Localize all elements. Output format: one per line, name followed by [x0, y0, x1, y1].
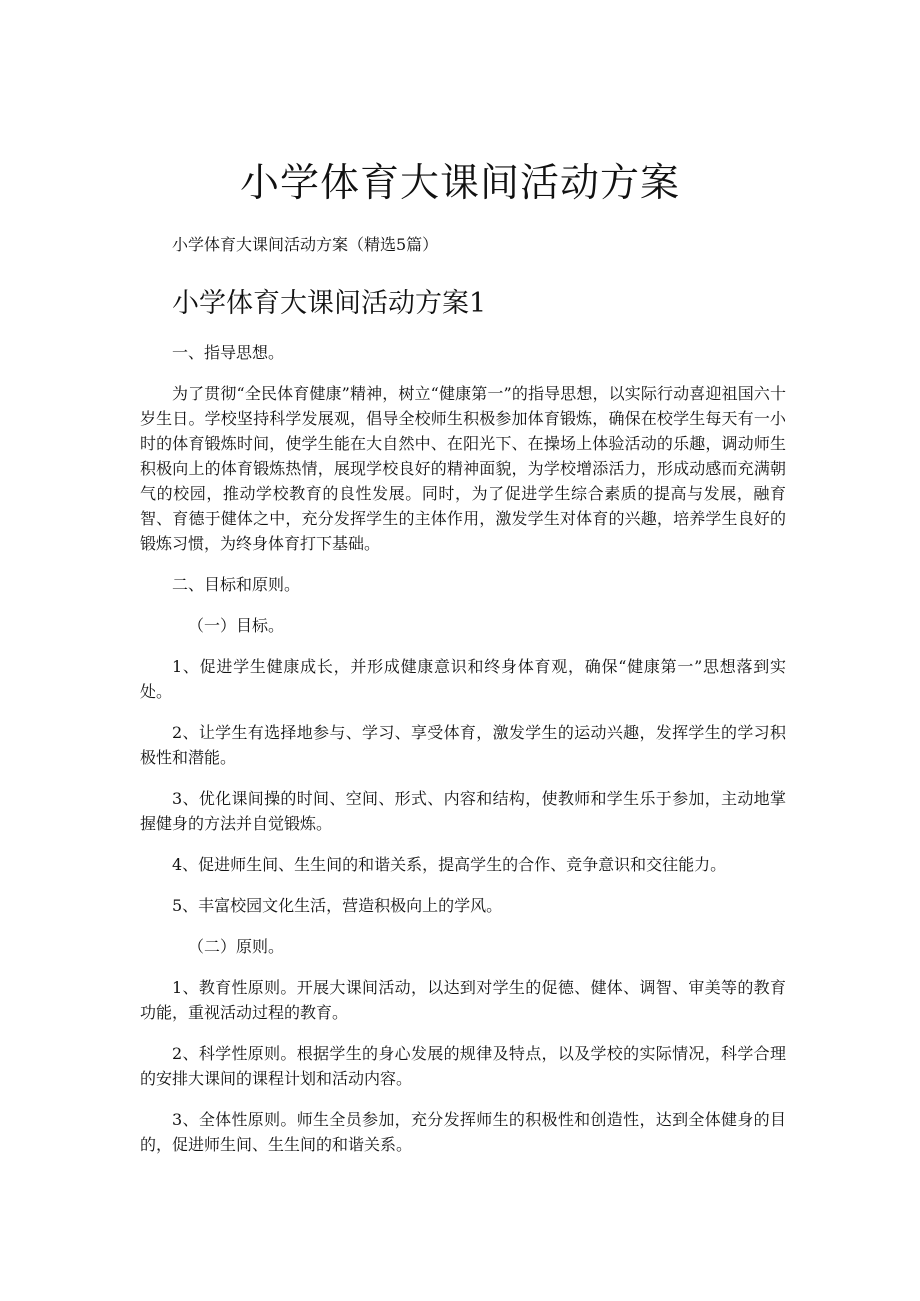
paragraph-goal-3: 3、优化课间操的时间、空间、形式、内容和结构，使教师和学生乐于参加，主动地掌握健身的方法并自觉锻炼。	[140, 789, 786, 833]
document-subtitle: 小学体育大课间活动方案（精选5篇）	[172, 235, 439, 254]
document-title: 小学体育大课间活动方案	[239, 161, 680, 206]
paragraph-goals-subheading: （一）目标。	[188, 616, 285, 635]
paragraph-principle-3: 3、全体性原则。师生全员参加，充分发挥师生的积极性和创造性，达到全体健身的目的，促进师生间、生生间的和谐关系。	[140, 1110, 786, 1154]
paragraph-goal-4: 4、促进师生间、生生间的和谐关系，提高学生的合作、竞争意识和交往能力。	[172, 855, 727, 874]
document-body	[140, 340, 786, 1173]
paragraph-goal-5: 5、丰富校园文化生活，营造积极向上的学风。	[172, 896, 503, 915]
paragraph-goal-2: 2、让学生有选择地参与、学习、享受体育，激发学生的运动兴趣，发挥学生的学习积极性和潜能。	[140, 723, 786, 767]
section-heading: 小学体育大课间活动方案1	[172, 288, 487, 319]
paragraph-goals-principles-heading: 二、目标和原则。	[172, 575, 301, 594]
paragraph-guiding-ideology: 为了贯彻“全民体育健康”精神，树立“健康第一”的指导思想，以实际行动喜迎祖国六十岁生日。学校坚持科学发展观，倡导全校师生积极参加体育锻炼，确保在校学生每天有一小时的体育锻炼时间，使学生能在大自然中、在阳光下、在操场上体验活动的乐趣，调动师生积极向上的体育锻炼热情，展现学校良好的精神面貌，为学校增添活力，形成动感而充满朝气的校园，推动学校教育的良性发展。同时，为了促进学生综合素质的提高与发展，融育智、育德于健体之中，充分发挥学生的主体作用，激发学生对体育的兴趣，培养学生良好的锻炼习惯，为终身体育打下基础。	[140, 384, 786, 553]
paragraph-principle-2: 2、科学性原则。根据学生的身心发展的规律及特点，以及学校的实际情况，科学合理的安排大课间的课程计划和活动内容。	[140, 1044, 786, 1088]
paragraph-goal-1: 1、促进学生健康成长，并形成健康意识和终身体育观，确保“健康第一”思想落到实处。	[140, 657, 786, 701]
paragraph-principles-subheading: （二）原则。	[188, 937, 285, 956]
paragraph-guiding-ideology-heading: 一、指导思想。	[172, 343, 285, 362]
paragraph-principle-1: 1、教育性原则。开展大课间活动，以达到对学生的促德、健体、调智、审美等的教育功能，重视活动过程的教育。	[140, 978, 786, 1022]
